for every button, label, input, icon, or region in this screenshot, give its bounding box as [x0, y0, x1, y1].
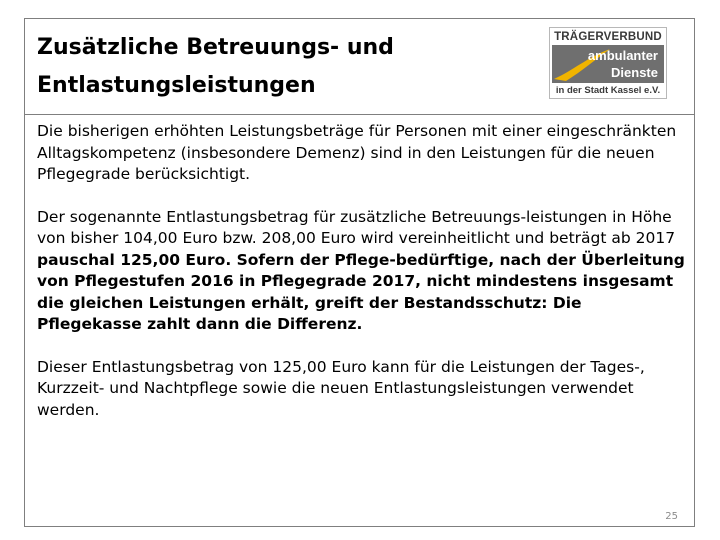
paragraph-2-bold: pauschal 125,00 Euro. Sofern der Pflege-bedürftige, nach der Überleitung von Pflegestufen 2016 in Pflegegrade 2017, nicht mindestens insgesamt die gleichen Leistungen erhält, greift der Bestandsschutz: Die Pflegekasse zahlt dann die Differenz. [37, 250, 685, 333]
traegerverbund-logo [549, 27, 667, 99]
title-line-2: Entlastungsleistungen [37, 73, 316, 98]
paragraph-2 [37, 207, 687, 336]
page-number: 25 [665, 511, 678, 522]
logo-line-1: ambulanter [587, 48, 658, 63]
slide-body [37, 121, 687, 421]
paragraph-3: Dieser Entlastungsbetrag von 125,00 Euro kann für die Leistungen der Tages-, Kurzzeit- und Nachtpflege sowie die neuen Entlastungsleistungen verwendet werden. [37, 357, 645, 419]
logo-line-2: Dienste [611, 65, 658, 80]
logo-top-text: TRÄGERVERBUND [554, 31, 662, 43]
slide-frame [24, 18, 695, 527]
slide-title [37, 29, 457, 105]
logo-graphic [552, 45, 664, 83]
title-line-1: Zusätzliche Betreuungs- und [37, 35, 394, 60]
title-box [25, 19, 694, 115]
paragraph-1: Die bisherigen erhöhten Leistungsbeträge für Personen mit einer eingeschränkten Alltagskompetenz (insbesondere Demenz) sind in den Leistungen für die neuen Pflegegrade berücksichtigt. [37, 122, 677, 183]
paragraph-2-normal: Der sogenannte Entlastungsbetrag für zusätzliche Betreuungs-leistungen in Höhe von bisher 104,00 Euro bzw. 208,00 Euro wird vereinheitlicht und beträgt ab 2017 [37, 207, 676, 247]
logo-bottom-text: in der Stadt Kassel e.V. [555, 85, 661, 96]
